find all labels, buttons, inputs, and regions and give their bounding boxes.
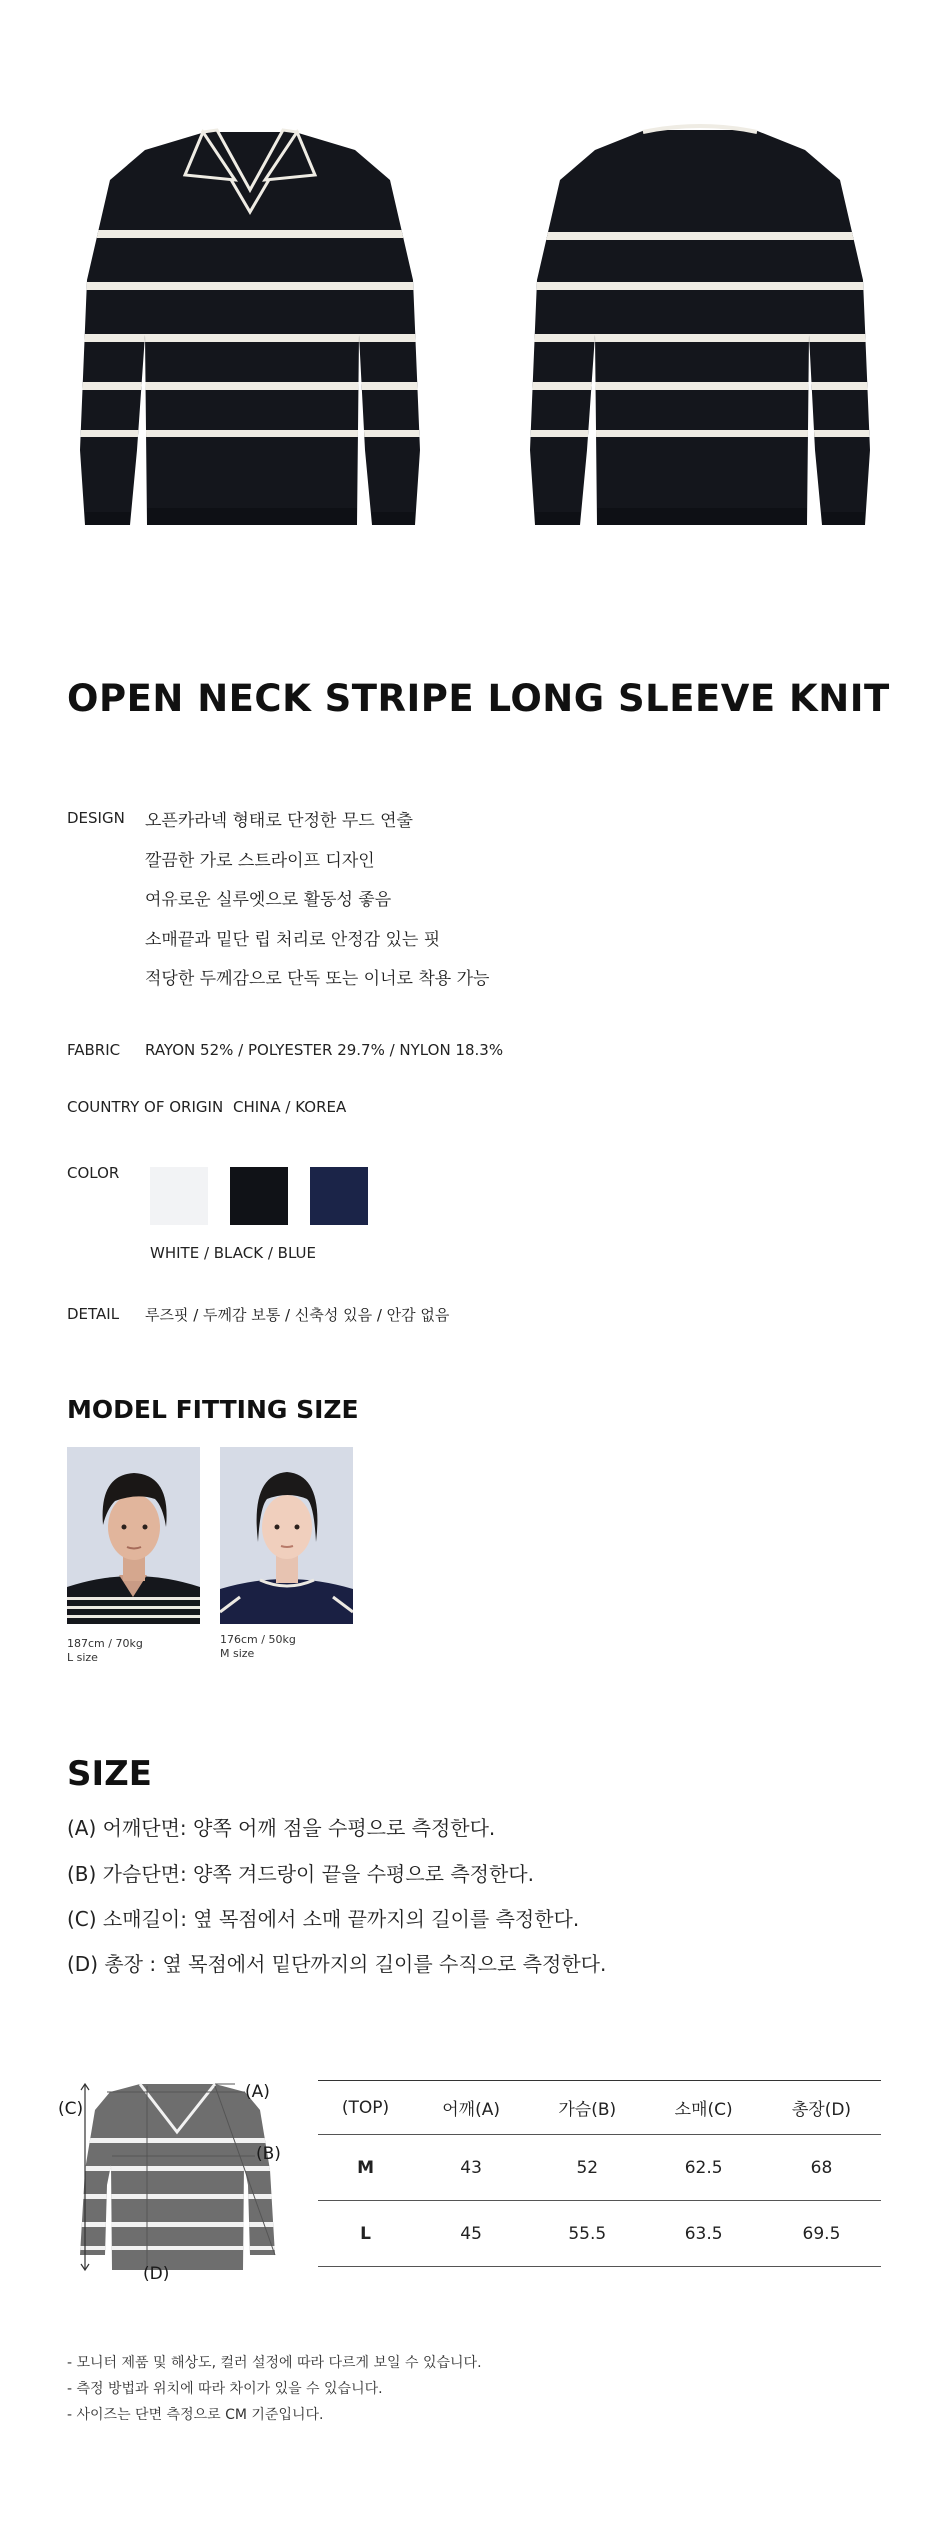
size-note-c: (C) 소매길이: 옆 목점에서 소매 끝까지의 길이를 측정한다. (67, 1907, 580, 1931)
table-cell: 68 (810, 2157, 833, 2178)
table-cell: 55.5 (568, 2223, 607, 2244)
model-2-size: M size (220, 1647, 255, 1660)
table-header: 어깨(A) (442, 2100, 500, 2120)
table-row-size: L (360, 2223, 371, 2244)
table-cell: 62.5 (684, 2157, 723, 2178)
table-header: 총장(D) (791, 2100, 852, 2120)
size-note-b: (B) 가슴단면: 양쪽 겨드랑이 끝을 수평으로 측정한다. (67, 1862, 534, 1886)
design-line: 깔끔한 가로 스트라이프 디자인 (145, 851, 375, 871)
table-cell: 45 (460, 2223, 482, 2244)
footnote: - 측정 방법과 위치에 따라 차이가 있을 수 있습니다. (67, 2381, 383, 2397)
model-1-size: L size (67, 1651, 98, 1664)
table-cell: 43 (460, 2157, 482, 2178)
model-1-measure: 187cm / 70kg (67, 1637, 143, 1650)
design-line: 여유로운 실루엣으로 활동성 좋음 (145, 890, 392, 910)
origin-value: CHINA / KOREA (233, 1098, 347, 1116)
table-header: (TOP) (341, 2097, 390, 2118)
fabric-label: FABRIC (67, 1041, 121, 1059)
design-line: 적당한 두께감으로 단독 또는 이너로 착용 가능 (145, 969, 490, 989)
table-row (318, 2135, 881, 2201)
table-header: 소매(C) (674, 2100, 733, 2120)
table-header-row (318, 2081, 881, 2135)
model-heading: MODEL FITTING SIZE (67, 1395, 359, 1424)
detail-value: 루즈핏 / 두께감 보통 / 신축성 있음 / 안감 없음 (145, 1306, 450, 1324)
back-sweater-image (525, 120, 875, 540)
diagram-label-d: (D) (143, 2264, 170, 2284)
table-row (318, 2201, 881, 2267)
color-swatch-white[interactable] (150, 1167, 208, 1225)
table-row-size: M (357, 2157, 374, 2178)
color-swatch-black[interactable] (230, 1167, 288, 1225)
table-cell: 52 (576, 2157, 599, 2178)
design-line: 오픈카라넥 형태로 단정한 무드 연출 (145, 811, 413, 831)
color-label: COLOR (67, 1164, 120, 1182)
size-table (318, 2080, 881, 2267)
size-note-a: (A) 어깨단면: 양쪽 어깨 점을 수평으로 측정한다. (67, 1816, 496, 1840)
footnote: - 모니터 제품 및 해상도, 컬러 설정에 따라 다르게 보일 수 있습니다. (67, 2355, 482, 2371)
model-2-measure: 176cm / 50kg (220, 1633, 296, 1646)
diagram-label-c: (C) (58, 2099, 84, 2119)
diagram-label-a: (A) (245, 2082, 270, 2102)
diagram-label-b: (B) (256, 2144, 281, 2164)
design-label: DESIGN (67, 809, 125, 827)
color-names: WHITE / BLACK / BLUE (150, 1244, 317, 1262)
color-swatch-blue[interactable] (310, 1167, 368, 1225)
origin-label: COUNTRY OF ORIGIN (67, 1098, 224, 1116)
footnote: - 사이즈는 단면 측정으로 CM 기준입니다. (67, 2407, 324, 2423)
front-sweater-image (75, 120, 425, 540)
detail-label: DETAIL (67, 1305, 120, 1323)
fabric-value: RAYON 52% / POLYESTER 29.7% / NYLON 18.3% (145, 1041, 504, 1059)
table-cell: 63.5 (684, 2223, 723, 2244)
table-cell: 69.5 (802, 2223, 841, 2244)
product-title: OPEN NECK STRIPE LONG SLEEVE KNIT (67, 677, 890, 720)
table-header: 가슴(B) (558, 2100, 617, 2120)
size-note-d: (D) 총장 : 옆 목점에서 밑단까지의 길이를 수직으로 측정한다. (67, 1952, 607, 1976)
model-photo-1 (67, 1447, 200, 1624)
design-line: 소매끝과 밑단 립 처리로 안정감 있는 핏 (145, 930, 441, 950)
size-heading: SIZE (67, 1754, 153, 1794)
model-photo-2 (220, 1447, 353, 1624)
